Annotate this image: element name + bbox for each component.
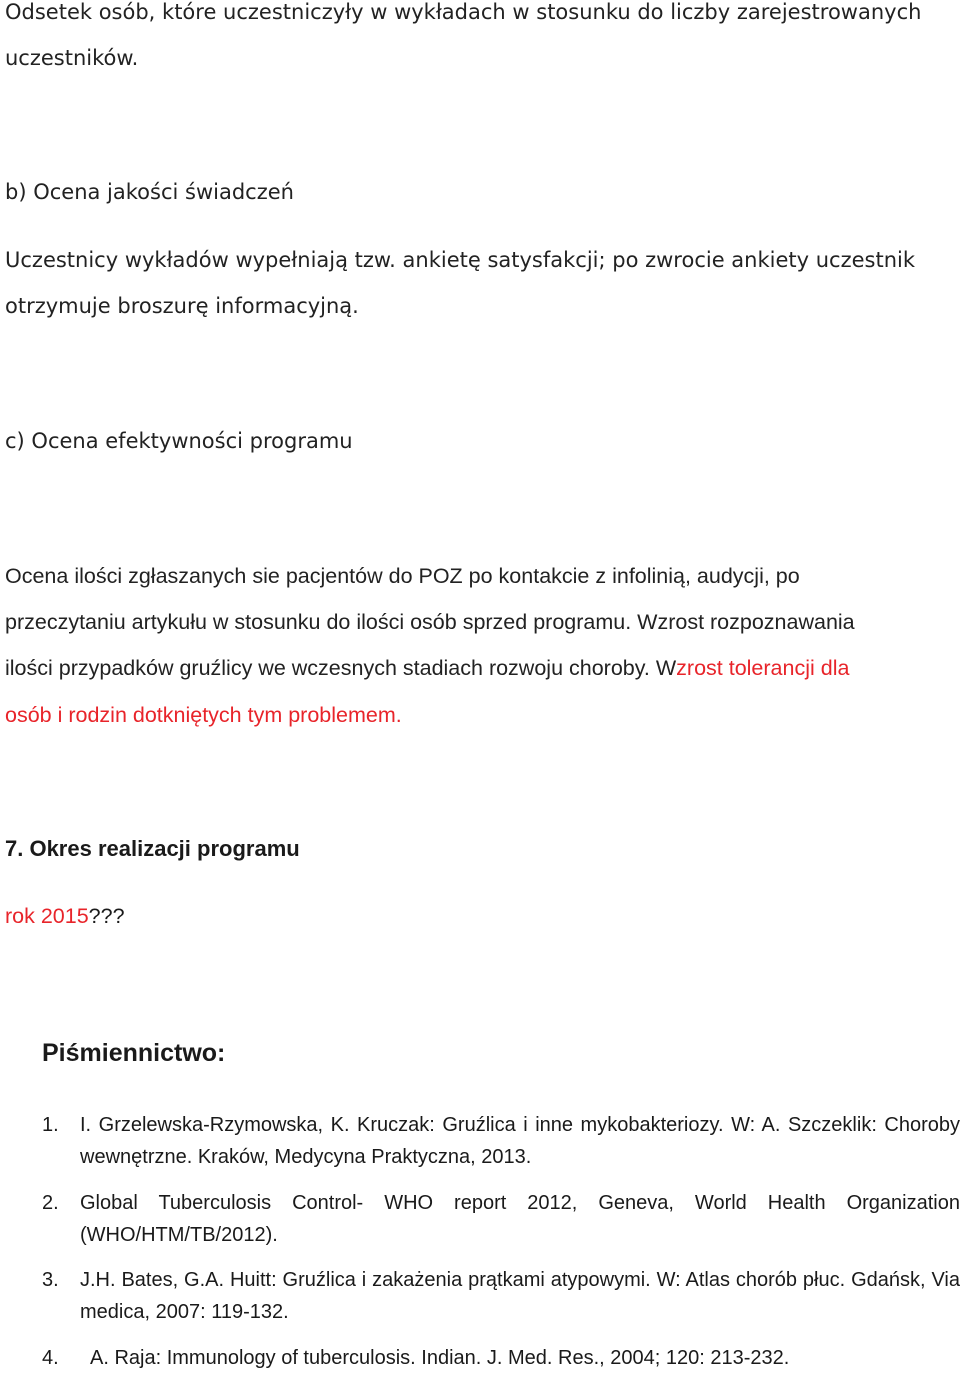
reference-item-4 [42, 1342, 960, 1374]
reference-text: I. Grzelewska-Rzymowska, K. Kruczak: Gruźlica i inne mykobakteriozy. W: A. Szczeklik: Choroby wewnętrzne. Kraków, Medycyna Praktyczna, 2013. [80, 1114, 960, 1168]
reference-text: Global Tuberculosis Control- WHO report 2012, Geneva, World Health Organization (WHO/HTM/TB/2012). [80, 1192, 960, 1246]
section-c-title: c) Ocena efektywności programu [5, 429, 353, 453]
section-7-value [5, 901, 125, 931]
section-a-text-line2: uczestników. [5, 46, 139, 70]
reference-text: A. Raja: Immunology of tuberculosis. Indian. J. Med. Res., 2004; 120: 213-232. [90, 1347, 790, 1369]
reference-item-2 [42, 1187, 960, 1251]
section-7-title: 7. Okres realizacji programu [5, 836, 300, 861]
section-b-title: b) Ocena jakości świadczeń [5, 180, 294, 204]
section-c-text-line4: osób i rodzin dotkniętych tym problemem. [5, 703, 402, 727]
section-c-line3-black: ilości przypadków gruźlicy we wczesnych stadiach rozwoju choroby. [5, 656, 650, 680]
section-b-text-line2: otrzymuje broszurę informacyjną. [5, 294, 359, 318]
reference-number: 2. [42, 1192, 59, 1214]
section-a-text-line1: Odsetek osób, które uczestniczyły w wykładach w stosunku do liczby zarejestrowanych [5, 0, 922, 24]
section-7-year: rok 2015 [5, 904, 89, 928]
section-b-text-line1: Uczestnicy wykładów wypełniają tzw. ankietę satysfakcji; po zwrocie ankiety uczestnik [5, 248, 916, 272]
reference-item-3 [42, 1264, 960, 1328]
section-c-text-line1: Ocena ilości zgłaszanych sie pacjentów do POZ po kontakcie z infolinią, audycji, po [5, 564, 800, 588]
section-7-question-marks: ??? [88, 904, 125, 928]
reference-number: 1. [42, 1114, 59, 1136]
reference-number: 4. [42, 1347, 59, 1369]
reference-number: 3. [42, 1269, 59, 1291]
section-c-text-line3 [5, 653, 849, 683]
section-c-line3-w: W [655, 656, 677, 680]
references-title: Piśmiennictwo: [42, 1039, 226, 1067]
reference-text: J.H. Bates, G.A. Huitt: Gruźlica i zakażenia prątkami atypowymi. W: Atlas chorób płuc. Gdańsk, Via medica, 2007: 119-132. [80, 1269, 960, 1323]
section-c-line3-red: zrost tolerancji dla [676, 656, 850, 680]
reference-item-1 [42, 1109, 960, 1173]
section-c-text-line2: przeczytaniu artykułu w stosunku do ilości osób sprzed programu. Wzrost rozpoznawania [5, 610, 855, 634]
